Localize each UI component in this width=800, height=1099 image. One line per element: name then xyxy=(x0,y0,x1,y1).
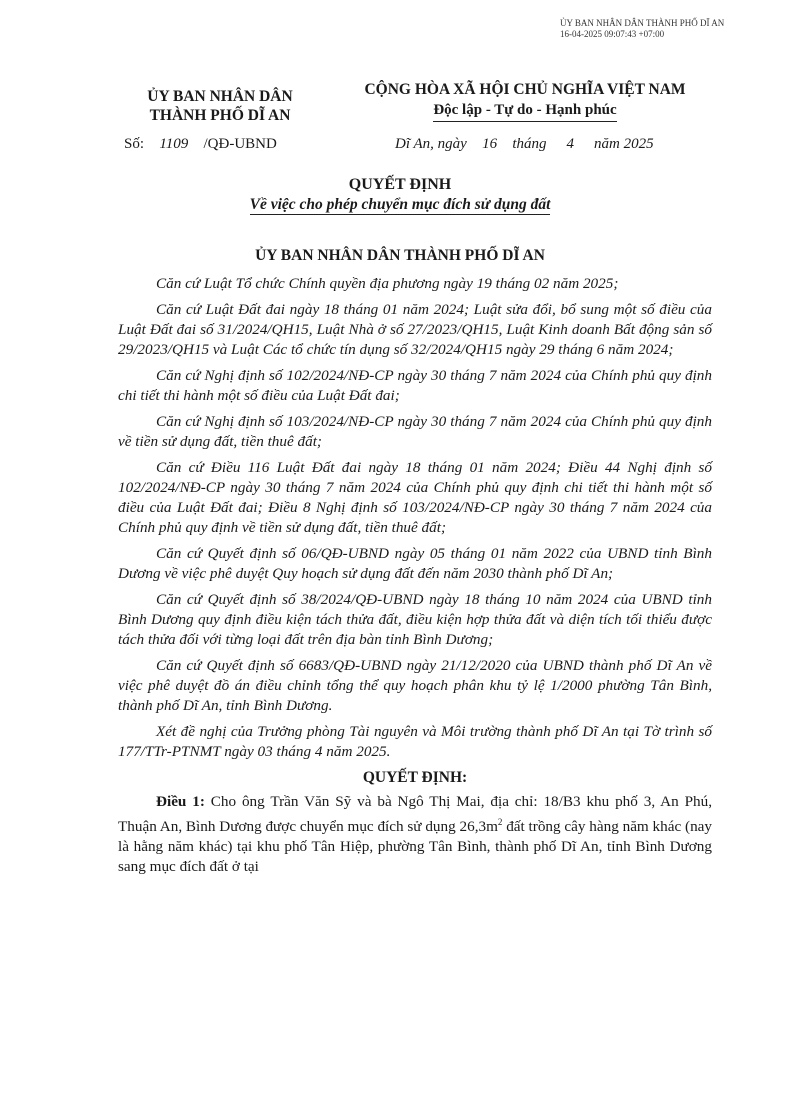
issuer-heading: ỦY BAN NHÂN DÂN THÀNH PHỐ DĨ AN xyxy=(255,247,545,264)
document-number xyxy=(124,136,277,153)
number-label: Số: xyxy=(124,136,145,152)
date-month: 4 xyxy=(566,136,574,152)
title-subject: Về việc cho phép chuyển mục đích sử dụng đất xyxy=(249,196,551,213)
number-handwritten: 1109 xyxy=(159,136,189,152)
article-1-text-after: đất trồng cây hàng năm khác (nay là hằng năm khác) tại khu phố Tân Hiệp, phường Tân Bình, thành phố Dĩ An, tỉnh Bình Dương sang mục đích đất ở tại xyxy=(118,818,712,876)
preamble-item: Căn cứ Luật Tổ chức Chính quyền địa phương ngày 19 tháng 02 năm 2025; xyxy=(156,275,619,292)
date-place: Dĩ An, ngày xyxy=(395,136,467,152)
preamble-item: Căn cứ Nghị định số 103/2024/NĐ-CP ngày 30 tháng 7 năm 2024 của Chính phủ quy định về tiền sử dụng đất, tiền thuê đất; xyxy=(118,413,712,450)
preamble-item: Căn cứ Luật Đất đai ngày 18 tháng 01 năm 2024; Luật sửa đổi, bổ sung một số điều của Luật Đất đai số 31/2024/QH15, Luật Nhà ở số 27/2023/QH15, Luật Kinh doanh Bất động sản số 29/2023/QH15 và Luật Các tổ chức tín dụng số 32/2024/QH15 ngày 29 tháng 6 năm 2024; xyxy=(118,301,712,358)
document-title xyxy=(0,175,800,215)
article-1-label: Điều 1: xyxy=(156,793,205,810)
date-day: 16 xyxy=(482,136,498,152)
date-month-label: tháng xyxy=(512,136,547,152)
preamble-item: Căn cứ Nghị định số 102/2024/NĐ-CP ngày 30 tháng 7 năm 2024 của Chính phủ quy định chi tiết thi hành một số điều của Luật Đất đai; xyxy=(118,367,712,404)
decision-heading: QUYẾT ĐỊNH: xyxy=(362,769,468,786)
preamble-item: Căn cứ Quyết định số 38/2024/QĐ-UBND ngày 18 tháng 10 năm 2024 của UBND tỉnh Bình Dương quy định điều kiện tách thửa đất, điều kiện hợp thửa đất và diện tích tối thiểu được tách thửa đối với từng loại đất trên địa bàn tỉnh Bình Dương; xyxy=(118,591,712,648)
stamp-timestamp: 16-04-2025 09:07:43 +07:00 xyxy=(560,29,665,39)
document-date xyxy=(395,136,654,153)
article-1-text-before: Cho ông Trần Văn Sỹ và bà Ngô Thị Mai, địa chỉ: 18/B3 khu phố 3, An Phú, Thuận An, Bình Dương được chuyển mục đích sử dụng 26,3m xyxy=(118,793,713,836)
preamble-item: Căn cứ Quyết định số 6683/QĐ-UBND ngày 21/12/2020 của UBND thành phố Dĩ An về việc phê duyệt đồ án điều chỉnh tổng thể quy hoạch phân khu tỷ lệ 1/2000 phường Tân Bình, thành phố Dĩ An, tỉnh Bình Dương. xyxy=(118,657,712,714)
date-year: năm 2025 xyxy=(593,136,654,152)
national-motto xyxy=(325,80,725,122)
agency-line-2: THÀNH PHỐ DĨ AN xyxy=(149,107,291,124)
nation-motto: Độc lập - Tự do - Hạnh phúc xyxy=(433,100,616,122)
preamble-item: Căn cứ Quyết định số 06/QĐ-UBND ngày 05 tháng 01 năm 2022 của UBND tỉnh Bình Dương về việc phê duyệt Quy hoạch sử dụng đất đến năm 2030 thành phố Dĩ An; xyxy=(118,545,712,582)
area-unit-superscript: 2 xyxy=(497,817,503,827)
document-body xyxy=(118,274,712,883)
stamp-issuer: ỦY BAN NHÂN DÂN THÀNH PHỐ DĨ AN xyxy=(560,18,725,28)
nation-name: CỘNG HÒA XÃ HỘI CHỦ NGHĨA VIỆT NAM xyxy=(364,81,686,98)
number-suffix: /QĐ-UBND xyxy=(203,136,277,152)
preamble-item: Căn cứ Điều 116 Luật Đất đai ngày 18 tháng 01 năm 2024; Điều 44 Nghị định số 102/2024/NĐ-CP ngày 30 tháng 7 năm 2024 của Chính phủ quy định chi tiết thi hành một số điều của Luật Đất đai; Điều 8 Nghị định số 103/2024/NĐ-CP ngày 30 tháng 7 năm 2024 của Chính phủ quy định về tiền sử dụng đất, tiền thuê đất; xyxy=(118,459,712,536)
agency-line-1: ỦY BAN NHÂN DÂN xyxy=(147,88,293,105)
title-main: QUYẾT ĐỊNH xyxy=(348,176,452,193)
preamble-item: Xét đề nghị của Trưởng phòng Tài nguyên và Môi trường thành phố Dĩ An tại Tờ trình số 177/TTr-PTNMT ngày 03 tháng 4 năm 2025. xyxy=(118,723,712,760)
digital-signature-stamp xyxy=(560,18,724,40)
article-1 xyxy=(118,792,712,877)
issuing-agency xyxy=(120,87,320,125)
